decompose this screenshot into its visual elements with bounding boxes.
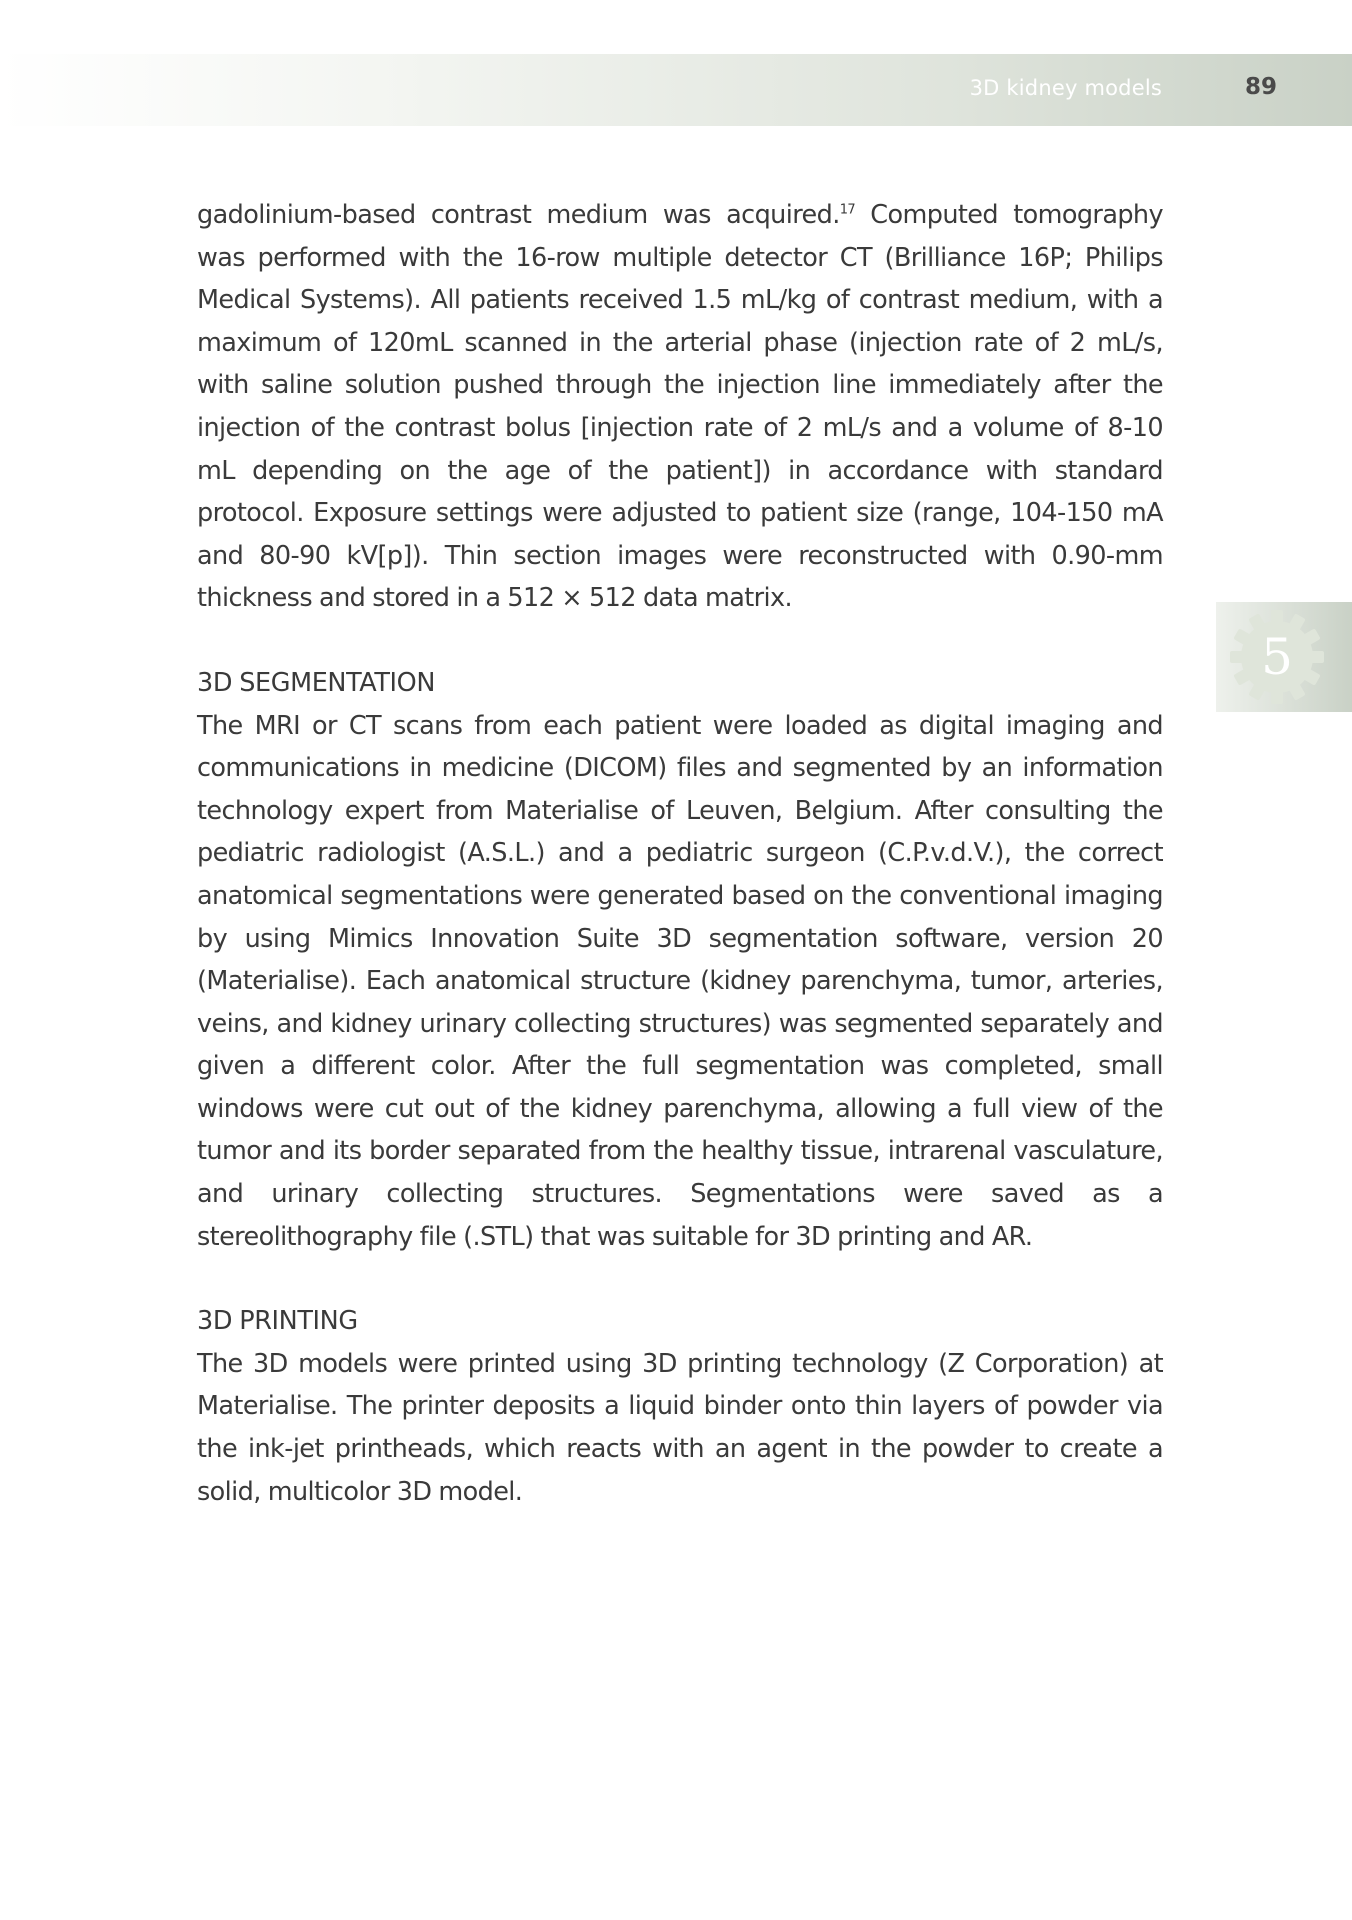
paragraph-printing: The 3D models were printed using 3D printing technology (Z Corporation) at Materialise. The printer deposits a liquid binder onto thin layers of powder via the ink-jet printheads, which reacts with an agent in the powder to create a solid, multicolor 3D model. xyxy=(197,1348,1163,1507)
article-body xyxy=(197,194,1163,1513)
reference-17: 17 xyxy=(839,202,856,218)
chapter-tab xyxy=(1216,602,1352,712)
heading-3d-printing: 3D PRINTING xyxy=(197,1306,358,1337)
paragraph-contrast-ct xyxy=(197,194,1163,620)
heading-3d-segmentation: 3D SEGMENTATION xyxy=(197,667,436,698)
gear-icon xyxy=(1224,604,1330,710)
paragraph-text: Computed tomography was performed with the 16-row multiple detector CT (Brilliance 16P; Philips Medical Systems). All patients received 1.5 mL/kg of contrast medium, with a maximum of 120mL scanned in the arterial phase (injection rate of 2 mL/s, with saline solution pushed through the injection line immediately after the injection of the contrast bolus [injection rate of 2 mL/s and a volume of 8-10 mL depending on the age of the patient]) in accordance with standard protocol. Exposure settings were adjusted to patient size (range, 104-150 mA and 80-90 kV[p]). Thin section images were reconstructed with 0.90-mm thickness and stored in a 512 × 512 data matrix. xyxy=(197,200,1163,614)
paragraph-text: gadolinium-based contrast medium was acquired. xyxy=(197,200,840,230)
page-number: 89 xyxy=(1244,74,1277,100)
paragraph-segmentation: The MRI or CT scans from each patient were loaded as digital imaging and communications in medicine (DICOM) files and segmented by an information technology expert from Materialise of Leuven, Belgium. After consulting the pediatric radiologist (A.S.L.) and a pediatric surgeon (C.P.v.d.V.), the correct anatomical segmentations were generated based on the conventional imaging by using Mimics Innovation Suite 3D segmentation software, version 20 (Materialise). Each anatomical structure (kidney parenchyma, tumor, arteries, veins, and kidney urinary collecting structures) was segmented separately and given a different color. After the full segmentation was completed, small windows were cut out of the kidney parenchyma, allowing a full view of the tumor and its border separated from the healthy tissue, intrarenal vasculature, and urinary collecting structures. Segmentations were saved as a stereolithography file (.STL) that was suitable for 3D printing and AR. xyxy=(197,710,1163,1252)
chapter-number: 5 xyxy=(1261,628,1293,686)
running-title: 3D kidney models xyxy=(969,76,1162,100)
